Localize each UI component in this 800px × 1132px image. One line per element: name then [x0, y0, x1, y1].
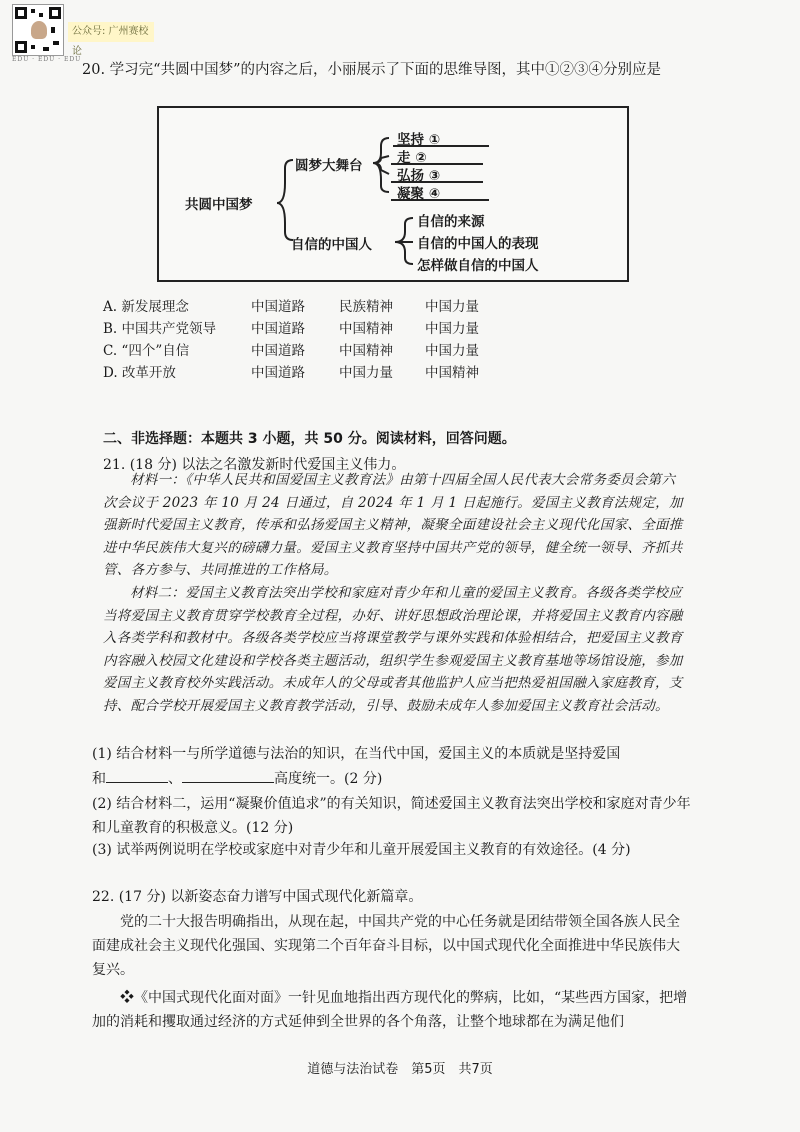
text: 和: [92, 771, 106, 787]
mind-map-leaf-5: 自信的来源: [417, 214, 485, 230]
text: 高度统一。(2 分): [274, 771, 383, 787]
question-21-stem: 21. (18 分) 以法之名激发新时代爱国主义伟力。: [103, 457, 406, 473]
sub-question-1: [92, 742, 692, 791]
mind-map-leaf-2: 走 ②: [397, 150, 427, 166]
qr-code: [12, 4, 64, 56]
text: 、: [168, 771, 182, 787]
question-22-paragraph-1: 党的二十大报告明确指出，从现在起，中国共产党的中心任务就是团结带领全国各族人民全面建成社会主义现代化强国、实现第二个百年奋斗目标，以中国式现代化全面推进中华民族伟大复兴。: [92, 914, 680, 978]
mind-map: [157, 106, 629, 282]
page-footer: 道德与法治试卷 第5页 共7页: [307, 1062, 493, 1077]
question-22-paragraph-2: ❖《中国式现代化面对面》一针见血地指出西方现代化的弊病，比如，“某些西方国家，把增加的消耗和攫取通过经济的方式延伸到全世界的各个角落，让整个地球都在为满足他们: [92, 990, 688, 1030]
sub-question-2: (2) 结合材料二，运用“凝聚价值追求”的有关知识，简述爱国主义教育法突出学校和家庭对青少年和儿童教育的积极意义。(12 分): [92, 796, 691, 836]
answer-blank-1[interactable]: [106, 766, 168, 783]
sub-question-1-line-1: (1) 结合材料一与所学道德与法治的知识，在当代中国，爱国主义的本质就是坚持爱国: [92, 746, 621, 762]
option-cell: 中国精神: [339, 343, 393, 359]
option-label: B. 中国共产党领导: [103, 321, 217, 337]
material-2: 材料二：爱国主义教育法突出学校和家庭对青少年和儿童的爱国主义教育。各级各类学校应当将爱国主义教育贯穿学校教育全过程，办好、讲好思想政治理论课，并将爱国主义教育内容融入各类学科和教材中。各级各类学校应当将课堂教学与课外实践和体验相结合，把爱国主义教育内容融入校园文化建设和学校各类主题活动，组织学生参观爱国主义教育基地等场馆设施，参加爱国主义教育校外实践活动。未成年人的父母或者其他监护人应当把热爱祖国融入家庭教育，支持、配合学校开展爱国主义教育教学活动，引导、鼓励未成年人参加爱国主义教育社会活动。: [103, 585, 683, 714]
mind-map-branch-2: 自信的中国人: [291, 237, 372, 253]
mind-map-root: 共圆中国梦: [185, 197, 253, 213]
brand-watermark: 公众号: 广州赛校论: [68, 22, 154, 42]
option-label: A. 新发展理念: [103, 299, 189, 315]
mind-map-leaf-4: 凝聚 ④: [397, 186, 441, 202]
option-cell: 中国精神: [339, 321, 393, 337]
avatar: [31, 21, 47, 39]
material-1: 材料一：《中华人民共和国爱国主义教育法》由第十四届全国人民代表大会常务委员会第六次会议于 2023 年 10 月 24 日通过，自 2024 年 1 月 1 日起施行。爱国主义教育法规定，加强新时代爱国主义教育，传承和弘扬爱国主义精神，凝聚全面建设社会主义现代化国家、全面推进中华民族伟大复兴的磅礴力量。爱国主义教育坚持中国共产党的领导，健全统一领导、齐抓共管、各方参与、共同推进的工作格局。: [103, 472, 683, 579]
mind-map-leaf-6: 自信的中国人的表现: [417, 236, 539, 252]
answer-blank-2[interactable]: [182, 766, 274, 783]
option-cell: 中国力量: [425, 299, 479, 315]
sub-question-3: (3) 试举两例说明在学校或家庭中对青少年和儿童开展爱国主义教育的有效途径。(4 分): [92, 842, 631, 858]
option-cell: 中国力量: [425, 343, 479, 359]
option-label: D. 改革开放: [103, 365, 176, 381]
sub-question-1-line-2: [92, 766, 692, 791]
option-label: C. “四个”自信: [103, 343, 190, 359]
option-cell: 中国力量: [339, 365, 393, 381]
mind-map-branch-1: 圆梦大舞台: [295, 158, 363, 174]
mind-map-leaf-3: 弘扬 ③: [397, 168, 441, 184]
option-cell: 中国道路: [251, 365, 305, 381]
qr-caption: EDU · EDU · EDU: [12, 56, 82, 63]
question-20-stem: 20. 学习完“共圆中国梦”的内容之后，小丽展示了下面的思维导图，其中①②③④分别应是: [82, 62, 661, 78]
option-cell: 中国力量: [425, 321, 479, 337]
section-heading: 二、非选择题：本题共 3 小题，共 50 分。阅读材料，回答问题。: [103, 431, 516, 447]
option-cell: 民族精神: [339, 299, 393, 315]
option-cell: 中国道路: [251, 299, 305, 315]
mind-map-leaf-7: 怎样做自信的中国人: [417, 258, 539, 274]
question-22-stem: 22. (17 分) 以新姿态奋力谱写中国式现代化新篇章。: [92, 889, 423, 905]
option-cell: 中国道路: [251, 343, 305, 359]
option-cell: 中国道路: [251, 321, 305, 337]
connector-root-branch1: [277, 160, 293, 203]
option-cell: 中国精神: [425, 365, 479, 381]
mind-map-leaf-1: 坚持 ①: [397, 132, 441, 148]
